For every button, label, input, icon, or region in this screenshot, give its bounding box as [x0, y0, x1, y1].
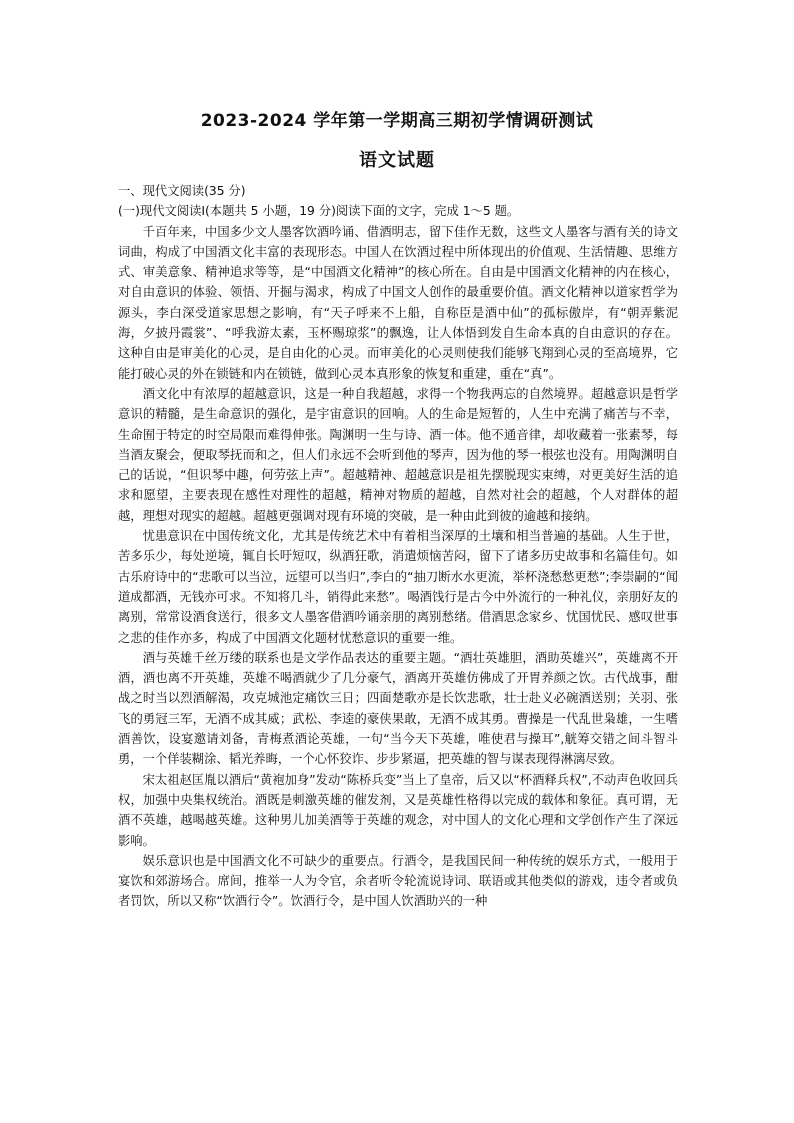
- exam-body: [118, 181, 678, 912]
- paragraph-song-taizu: 宋太祖赵匡胤以酒后“黄袍加身”发动“陈桥兵变”当上了皇帝，后又以“杯酒释兵权”,不动声色收回兵权，加强中央集权统治。酒既是刺激英雄的催发剂，又是英雄性格得以完成的载体和象征。真可谓，无酒不英雄，越喝越英雄。这种男儿加美酒等于英雄的观念，对中国人的文化心理和文学创作产生了深远影响。: [118, 772, 678, 848]
- paragraph-freedom: 千百年来，中国多少文人墨客饮酒吟诵、借酒明志，留下佳作无数，这些文人墨客与酒有关的诗文词曲，构成了中国酒文化丰富的表现形态。中国人在饮酒过程中所体现出的价值观、生活情趣、思维方式、审美意象、精神追求等等，是“中国酒文化精神”的核心所在。自由是中国酒文化精神的内在核心，对自由意识的体验、领悟、开掘与渴求，构成了中国文人创作的最重要价值。酒文化精神以道家哲学为源头，李白深受道家思想之影响，有“天子呼来不上船，自称臣是酒中仙”的孤标傲岸，有“朝弄紫泥海，夕披丹霞裳”、“呼我游太素，玉杯赐琼浆”的飘逸，让人体悟到发自生命本真的自由意识的存在。这种自由是审美化的心灵，是自由化的心灵。而审美化的心灵则使我们能够飞翔到心灵的至高境界，它能打破心灵的外在锁链和内在锁链，做到心灵本真形象的恢复和重建，重在“真”。: [118, 224, 678, 381]
- exam-title: 2023-2024 学年第一学期高三期初学情调研测试: [200, 111, 594, 131]
- paragraph-anxiety: 忧患意识在中国传统文化，尤其是传统艺术中有着相当深厚的土壤和相当普遍的基础。人生于世，苦多乐少，每处逆境，辄自长吁短叹，纵酒狂歌，消遣烦恼苦闷，留下了诸多历史故事和名篇佳句。如古乐府诗中的“悲歌可以当泣，远望可以当归”,李白的“抽刀断水水更流，举杯浇愁愁更愁”;李崇嗣的“闻道成都酒，无钱亦可求。不知将几斗，销得此来愁”。喝酒饯行是古今中外流行的一种礼仪，亲朋好友的离别，常常设酒食送行，很多文人墨客借酒吟诵亲朋的离别愁绪。借酒思念家乡、忧国忧民、感叹世事之悲的佳作亦多，构成了中国酒文化题材忧愁意识的重要一维。: [118, 529, 678, 645]
- paragraph-heroes: 酒与英雄千丝万缕的联系也是文学作品表达的重要主题。“酒壮英雄胆，酒助英雄兴”，英雄离不开酒，酒也离不开英雄，英雄不喝酒就少了几分豪气，酒离开英雄仿佛成了开胃养颜之饮。古代战事，酣战之时当以烈酒解渴，攻克城池定痛饮三日；四面楚歌亦是长饮悲歌，壮士赴义必碗酒送别；关羽、张飞的勇冠三军，无酒不成其威；武松、李逵的豪侠果敢，无酒不成其勇。曹操是一代乱世枭雄，一生嗜酒善饮，设宴邀请刘备，青梅煮酒论英雄，一句“当今天下英雄，唯使君与操耳”,觥筹交错之间斗智斗勇，一个佯装糊涂、韬光养晦，一个心怀狡诈、步步紧逼，把英雄的智与谋表现得淋漓尽致。: [118, 650, 678, 767]
- exam-subtitle: 语文试题: [359, 150, 435, 171]
- paragraph-entertainment: 娱乐意识也是中国酒文化不可缺少的重要点。行酒令，是我国民间一种传统的娱乐方式，一般用于宴饮和郊游场合。席间，推举一人为令官，余者听令轮流说诗词、联语或其他类似的游戏，违令者或负者罚饮，所以又称“饮酒行令”。饮酒行令，是中国人饮酒助兴的一种: [118, 853, 678, 909]
- section-instruction: (一)现代文阅读Ⅰ(本题共 5 小题，19 分)阅读下面的文字，完成 1～5 题。: [118, 204, 520, 219]
- paragraph-transcendence: 酒文化中有浓厚的超越意识，这是一种自我超越，求得一个物我两忘的自然境界。超越意识是哲学意识的精髓，是生命意识的强化，是宇宙意识的回响。人的生命是短暂的，人生中充满了痛苦与不幸，生命囿于特定的时空局限而难得伸张。陶渊明一生与诗、酒一体。他不通音律，却收藏着一张素琴，每当酒友聚会，便取琴抚而和之，但人们永远不会听到他的琴声，因为他的琴一根弦也没有。用陶渊明自己的话说，“但识琴中趣，何劳弦上声”。超越精神、超越意识是祖先摆脱现实束缚，对更美好生活的追求和愿望，主要表现在感性对理性的超越，精神对物质的超越，自然对社会的超越，个人对群体的超越，理想对现实的超越。超越更强调对现有环境的突破，是一种由此到彼的逾越和接纳。: [118, 386, 678, 523]
- section-heading: 一、现代文阅读(35 分): [118, 184, 246, 198]
